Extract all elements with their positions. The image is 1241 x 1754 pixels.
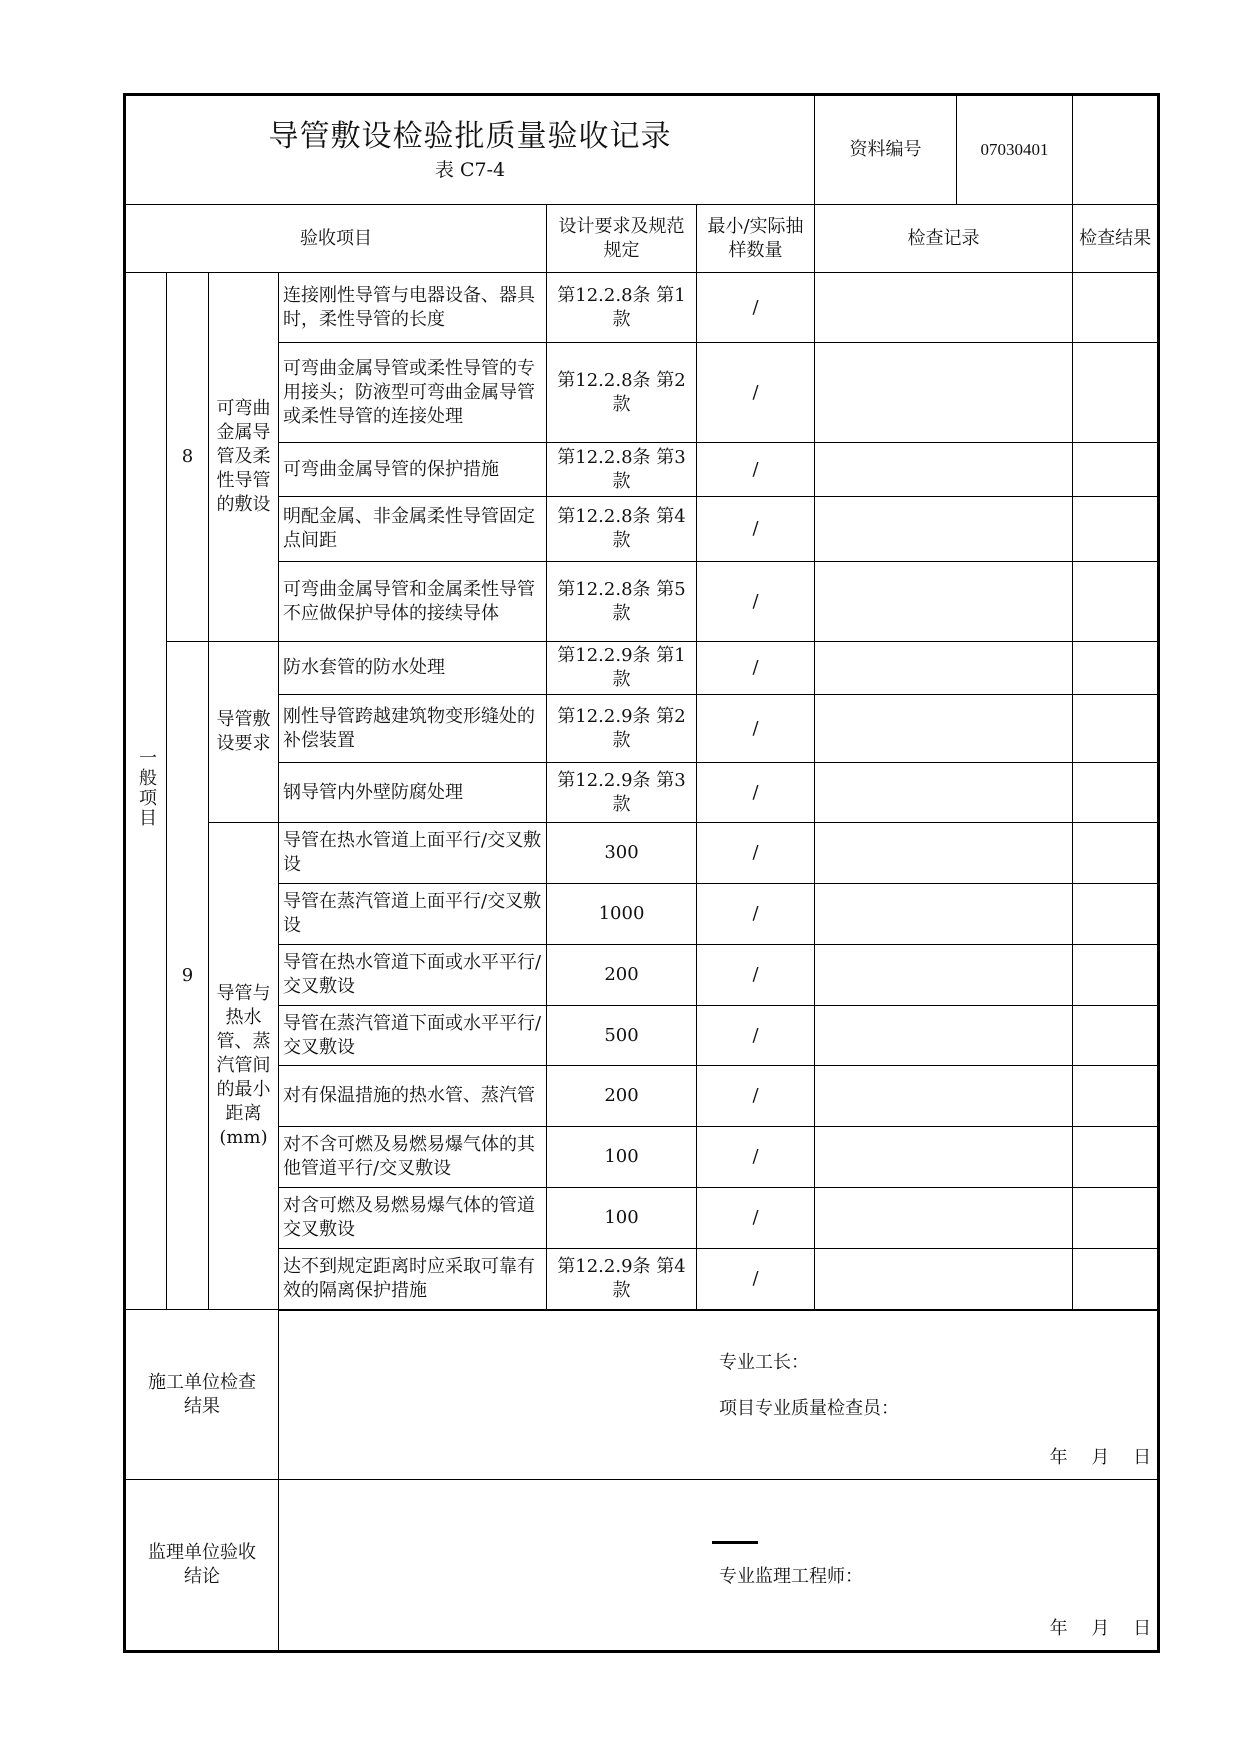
table-row-item: 可弯曲金属导管的保护措施 bbox=[279, 443, 547, 497]
check-result-field[interactable] bbox=[1073, 343, 1159, 443]
supervision-label-cell bbox=[125, 1480, 279, 1652]
check-record-field[interactable] bbox=[815, 823, 1073, 884]
doc-number-label: 资料编号 bbox=[815, 96, 957, 204]
group-9-number: 9 bbox=[167, 642, 209, 1310]
table-row-sample: / bbox=[697, 1249, 815, 1310]
foreman-label: 专业工长： bbox=[719, 1351, 809, 1373]
group-8-name: 可弯曲金属导管及柔性导管的敷设 bbox=[209, 273, 279, 642]
construction-label: 施工单位检查结果 bbox=[148, 1371, 256, 1417]
table-row-sample: / bbox=[697, 695, 815, 763]
check-record-field[interactable] bbox=[815, 695, 1073, 763]
table-row-spec: 100 bbox=[547, 1188, 697, 1249]
table-row-spec: 第12.2.8条 第1款 bbox=[547, 273, 697, 343]
table-row-spec: 第12.2.8条 第5款 bbox=[547, 562, 697, 642]
table-subtitle: 表 C7-4 bbox=[434, 159, 506, 181]
group-9a-name: 导管敷设要求 bbox=[209, 642, 279, 823]
table-row-item: 对不含可燃及易燃易爆气体的其他管道平行/交叉敷设 bbox=[279, 1127, 547, 1188]
check-record-field[interactable] bbox=[815, 763, 1073, 823]
group-8-number: 8 bbox=[167, 273, 209, 642]
table-row-sample: / bbox=[697, 1066, 815, 1127]
check-result-field[interactable] bbox=[1073, 443, 1159, 497]
supervision-engineer-label: 专业监理工程师： bbox=[719, 1566, 863, 1587]
table-row-item: 对有保温措施的热水管、蒸汽管 bbox=[279, 1066, 547, 1127]
table-row-spec: 第12.2.8条 第3款 bbox=[547, 443, 697, 497]
table-row-sample: / bbox=[697, 1188, 815, 1249]
table-row-item: 达不到规定距离时应采取可靠有效的隔离保护措施 bbox=[279, 1249, 547, 1310]
table-row-item: 刚性导管跨越建筑物变形缝处的补偿装置 bbox=[279, 695, 547, 763]
check-result-field[interactable] bbox=[1073, 945, 1159, 1006]
table-row-spec: 第12.2.8条 第2款 bbox=[547, 343, 697, 443]
construction-date: 年 月 日 bbox=[1049, 1446, 1152, 1468]
check-record-field[interactable] bbox=[815, 945, 1073, 1006]
check-record-field[interactable] bbox=[815, 1188, 1073, 1249]
check-record-field[interactable] bbox=[815, 443, 1073, 497]
table-row-spec: 500 bbox=[547, 1006, 697, 1066]
table-row-sample: / bbox=[697, 1006, 815, 1066]
check-result-field[interactable] bbox=[1073, 1066, 1159, 1127]
supervision-label: 监理单位验收结论 bbox=[148, 1542, 256, 1587]
group-9b-name: 导管与热水管、蒸汽管间的最小距离(mm) bbox=[209, 823, 279, 1310]
page-title: 导管敷设检验批质量验收记录 bbox=[268, 119, 672, 154]
table-row-item: 连接刚性导管与电器设备、器具时，柔性导管的长度 bbox=[279, 273, 547, 343]
quality-inspector-label: 项目专业质量检查员： bbox=[719, 1397, 899, 1419]
table-row-spec: 第12.2.9条 第4款 bbox=[547, 1249, 697, 1310]
table-row-item: 导管在蒸汽管道上面平行/交叉敷设 bbox=[279, 884, 547, 945]
table-row-spec: 100 bbox=[547, 1127, 697, 1188]
check-record-field[interactable] bbox=[815, 642, 1073, 695]
construction-sign-area[interactable] bbox=[279, 1310, 1159, 1480]
check-record-field[interactable] bbox=[815, 1127, 1073, 1188]
table-row-sample: / bbox=[697, 945, 815, 1006]
supervision-sign-area[interactable] bbox=[279, 1480, 1159, 1652]
check-result-field[interactable] bbox=[1073, 763, 1159, 823]
table-row-spec: 第12.2.9条 第1款 bbox=[547, 642, 697, 695]
table-row-sample: / bbox=[697, 343, 815, 443]
table-row-spec: 300 bbox=[547, 823, 697, 884]
table-row-item: 防水套管的防水处理 bbox=[279, 642, 547, 695]
check-record-field[interactable] bbox=[815, 343, 1073, 443]
table-row-item: 导管在热水管道上面平行/交叉敷设 bbox=[279, 823, 547, 884]
construction-label-cell bbox=[125, 1310, 279, 1480]
table-row-item: 可弯曲金属导管或柔性导管的专用接头；防液型可弯曲金属导管或柔性导管的连接处理 bbox=[279, 343, 547, 443]
check-record-field[interactable] bbox=[815, 884, 1073, 945]
check-record-field[interactable] bbox=[815, 1249, 1073, 1310]
check-result-field[interactable] bbox=[1073, 1127, 1159, 1188]
table-row-spec: 第12.2.9条 第2款 bbox=[547, 695, 697, 763]
table-row-item: 可弯曲金属导管和金属柔性导管不应做保护导体的接续导体 bbox=[279, 562, 547, 642]
check-result-field[interactable] bbox=[1073, 884, 1159, 945]
supervision-date: 年 月 日 bbox=[1049, 1618, 1152, 1639]
table-row-item: 明配金属、非金属柔性导管固定点间距 bbox=[279, 497, 547, 562]
check-record-field[interactable] bbox=[815, 562, 1073, 642]
table-row-spec: 1000 bbox=[547, 884, 697, 945]
table-row-spec: 第12.2.8条 第4款 bbox=[547, 497, 697, 562]
column-header-result: 检查结果 bbox=[1073, 205, 1159, 273]
table-row-sample: / bbox=[697, 443, 815, 497]
table-row-sample: / bbox=[697, 273, 815, 343]
column-header-record: 检查记录 bbox=[815, 205, 1073, 273]
inspection-record-sheet bbox=[123, 93, 1157, 1653]
check-result-field[interactable] bbox=[1073, 1006, 1159, 1066]
table-row-spec: 第12.2.9条 第3款 bbox=[547, 763, 697, 823]
table-row-sample: / bbox=[697, 562, 815, 642]
table-row-sample: / bbox=[697, 763, 815, 823]
category-cell bbox=[125, 273, 167, 1310]
signature-mark bbox=[712, 1541, 758, 1544]
table-row-item: 钢导管内外壁防腐处理 bbox=[279, 763, 547, 823]
table-row-item: 对含可燃及易燃易爆气体的管道交叉敷设 bbox=[279, 1188, 547, 1249]
table-row-sample: / bbox=[697, 823, 815, 884]
table-row-sample: / bbox=[697, 497, 815, 562]
check-result-field[interactable] bbox=[1073, 562, 1159, 642]
table-row-spec: 200 bbox=[547, 1066, 697, 1127]
doc-number-value: 07030401 bbox=[980, 140, 1049, 159]
check-record-field[interactable] bbox=[815, 1066, 1073, 1127]
check-result-field[interactable] bbox=[1073, 642, 1159, 695]
check-result-field[interactable] bbox=[1073, 1249, 1159, 1310]
column-header-spec: 设计要求及规范规定 bbox=[547, 205, 697, 273]
table-row-sample: / bbox=[697, 1127, 815, 1188]
check-result-field[interactable] bbox=[1073, 1188, 1159, 1249]
inspection-table bbox=[123, 93, 1160, 1653]
check-result-field[interactable] bbox=[1073, 273, 1159, 343]
check-record-field[interactable] bbox=[815, 497, 1073, 562]
check-record-field[interactable] bbox=[815, 1006, 1073, 1066]
check-result-field[interactable] bbox=[1073, 695, 1159, 763]
table-row-sample: / bbox=[697, 884, 815, 945]
category-label: 一般项目 bbox=[136, 747, 157, 828]
check-record-field[interactable] bbox=[815, 273, 1073, 343]
check-result-field[interactable] bbox=[1073, 497, 1159, 562]
table-row-item: 导管在热水管道下面或水平平行/交叉敷设 bbox=[279, 945, 547, 1006]
column-header-sample: 最小/实际抽样数量 bbox=[697, 205, 815, 273]
table-row-sample: / bbox=[697, 642, 815, 695]
header-title-cell bbox=[125, 95, 1073, 205]
table-row-spec: 200 bbox=[547, 945, 697, 1006]
column-header-item: 验收项目 bbox=[125, 205, 547, 273]
table-row-item: 导管在蒸汽管道下面或水平平行/交叉敷设 bbox=[279, 1006, 547, 1066]
check-result-field[interactable] bbox=[1073, 823, 1159, 884]
